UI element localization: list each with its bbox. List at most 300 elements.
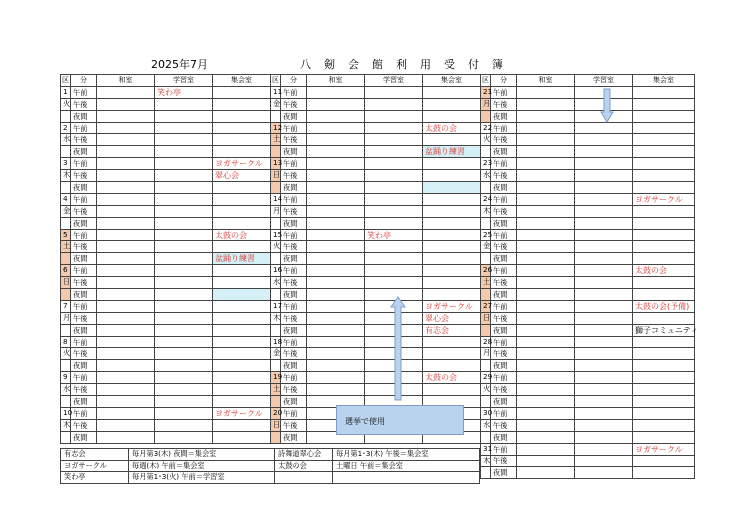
booking-cell[interactable] [633, 384, 695, 396]
booking-cell[interactable] [633, 205, 695, 217]
booking-cell[interactable] [517, 289, 575, 301]
booking-cell[interactable] [517, 193, 575, 205]
booking-cell[interactable] [423, 360, 481, 372]
booking-cell[interactable] [633, 229, 695, 241]
booking-cell[interactable]: 翠心会 [423, 312, 481, 324]
booking-cell[interactable] [633, 348, 695, 360]
time-slot: 夜間 [491, 217, 517, 229]
booking-cell[interactable]: 笑わ亭 [155, 86, 213, 98]
booking-cell[interactable] [155, 241, 213, 253]
booking-cell[interactable] [575, 229, 633, 241]
booking-cell[interactable] [213, 312, 271, 324]
booking-cell[interactable] [307, 277, 365, 289]
booking-cell[interactable] [423, 134, 481, 146]
booking-cell[interactable] [307, 241, 365, 253]
booking-cell[interactable] [517, 146, 575, 158]
slot-row [61, 300, 271, 312]
booking-cell[interactable] [633, 134, 695, 146]
slot-row [481, 384, 695, 396]
booking-cell[interactable] [155, 229, 213, 241]
time-slot: 午後 [281, 241, 307, 253]
booking-cell[interactable] [517, 98, 575, 110]
booking-cell[interactable] [575, 348, 633, 360]
booking-cell[interactable]: ヨガサークル [633, 443, 695, 455]
booking-cell[interactable] [155, 146, 213, 158]
booking-cell[interactable] [97, 348, 155, 360]
booking-cell[interactable]: 太鼓の会 [423, 122, 481, 134]
booking-cell[interactable] [633, 312, 695, 324]
booking-cell[interactable] [213, 134, 271, 146]
booking-cell[interactable] [307, 324, 365, 336]
booking-cell[interactable] [213, 360, 271, 372]
slot-row [481, 431, 695, 443]
booking-cell[interactable] [365, 170, 423, 182]
booking-cell[interactable] [517, 455, 575, 467]
booking-cell[interactable] [213, 396, 271, 408]
booking-cell[interactable] [633, 170, 695, 182]
booking-cell[interactable] [423, 98, 481, 110]
time-slot: 夜間 [491, 182, 517, 194]
time-slot: 午前 [491, 86, 517, 98]
booking-cell[interactable] [307, 360, 365, 372]
booking-cell[interactable] [517, 170, 575, 182]
booking-cell[interactable] [155, 193, 213, 205]
booking-cell[interactable] [575, 193, 633, 205]
booking-cell[interactable]: 笑わ亭 [365, 229, 423, 241]
booking-cell[interactable] [213, 277, 271, 289]
booking-cell[interactable] [97, 122, 155, 134]
booking-cell[interactable] [517, 241, 575, 253]
booking-cell[interactable] [365, 205, 423, 217]
booking-cell[interactable]: 太鼓の会 [633, 265, 695, 277]
booking-cell[interactable] [213, 146, 271, 158]
booking-cell[interactable] [633, 289, 695, 301]
booking-cell[interactable] [575, 265, 633, 277]
booking-cell[interactable] [97, 146, 155, 158]
booking-cell[interactable] [307, 217, 365, 229]
booking-cell[interactable] [517, 407, 575, 419]
booking-cell[interactable] [213, 324, 271, 336]
day-cell [271, 289, 281, 301]
booking-cell[interactable] [307, 110, 365, 122]
booking-cell[interactable] [307, 98, 365, 110]
booking-cell[interactable] [517, 396, 575, 408]
booking-cell[interactable] [423, 86, 481, 98]
booking-cell[interactable] [97, 110, 155, 122]
booking-cell[interactable] [575, 241, 633, 253]
booking-cell[interactable] [97, 431, 155, 443]
booking-cell[interactable] [97, 170, 155, 182]
booking-cell[interactable] [423, 170, 481, 182]
booking-cell[interactable] [97, 384, 155, 396]
booking-cell[interactable] [155, 253, 213, 265]
booking-cell[interactable] [517, 86, 575, 98]
booking-cell[interactable]: 翠心会 [213, 170, 271, 182]
booking-cell[interactable] [633, 253, 695, 265]
booking-cell[interactable] [155, 170, 213, 182]
day-cell [481, 253, 491, 265]
booking-cell[interactable] [213, 110, 271, 122]
booking-cell[interactable] [633, 467, 695, 479]
booking-cell[interactable] [575, 312, 633, 324]
booking-cell[interactable] [97, 253, 155, 265]
booking-cell[interactable] [633, 431, 695, 443]
booking-cell[interactable] [213, 122, 271, 134]
booking-cell[interactable] [307, 253, 365, 265]
booking-cell[interactable] [213, 241, 271, 253]
slot-row [271, 289, 481, 301]
booking-cell[interactable] [575, 217, 633, 229]
booking-cell[interactable] [365, 146, 423, 158]
booking-cell[interactable] [155, 265, 213, 277]
slot-row [61, 407, 271, 419]
booking-cell[interactable] [307, 193, 365, 205]
booking-cell[interactable] [575, 170, 633, 182]
booking-cell[interactable] [155, 336, 213, 348]
booking-cell[interactable] [155, 122, 213, 134]
booking-cell[interactable] [575, 324, 633, 336]
day-cell [481, 396, 491, 408]
booking-cell[interactable] [97, 229, 155, 241]
slot-row [271, 300, 481, 312]
booking-cell[interactable] [575, 182, 633, 194]
booking-cell[interactable] [575, 134, 633, 146]
booking-cell[interactable] [213, 182, 271, 194]
booking-cell[interactable] [97, 182, 155, 194]
booking-cell[interactable] [97, 324, 155, 336]
time-slot: 午後 [281, 277, 307, 289]
booking-cell[interactable] [97, 419, 155, 431]
slot-row [271, 182, 481, 194]
booking-cell[interactable] [423, 384, 481, 396]
booking-cell[interactable] [365, 253, 423, 265]
booking-cell[interactable] [155, 277, 213, 289]
booking-cell[interactable] [633, 372, 695, 384]
slot-row [481, 170, 695, 182]
booking-cell[interactable] [575, 158, 633, 170]
slot-row [271, 110, 481, 122]
booking-cell[interactable] [365, 217, 423, 229]
booking-cell[interactable] [423, 182, 481, 194]
time-slot: 午前 [491, 372, 517, 384]
day-cell [61, 360, 71, 372]
booking-cell[interactable] [307, 372, 365, 384]
time-slot: 午後 [491, 205, 517, 217]
booking-cell[interactable]: ヨガサークル [213, 158, 271, 170]
booking-cell[interactable] [575, 467, 633, 479]
booking-cell[interactable] [517, 122, 575, 134]
time-slot: 午前 [281, 265, 307, 277]
booking-cell[interactable] [575, 253, 633, 265]
booking-cell[interactable] [97, 86, 155, 98]
time-slot: 午前 [491, 158, 517, 170]
booking-cell[interactable] [213, 384, 271, 396]
booking-cell[interactable] [365, 277, 423, 289]
booking-cell[interactable] [155, 110, 213, 122]
booking-cell[interactable] [155, 360, 213, 372]
booking-cell[interactable]: ヨガサークル [633, 193, 695, 205]
booking-cell[interactable] [365, 134, 423, 146]
booking-cell[interactable] [633, 146, 695, 158]
booking-cell[interactable] [213, 419, 271, 431]
slot-row [271, 348, 481, 360]
booking-cell[interactable] [97, 396, 155, 408]
booking-cell[interactable] [213, 300, 271, 312]
booking-cell[interactable] [97, 372, 155, 384]
booking-cell[interactable] [423, 265, 481, 277]
booking-cell[interactable] [633, 241, 695, 253]
day-number: 5 [61, 229, 71, 241]
booking-cell[interactable] [517, 134, 575, 146]
weekday: 月 [481, 98, 491, 110]
booking-cell[interactable] [97, 193, 155, 205]
booking-cell[interactable] [307, 300, 365, 312]
booking-cell[interactable] [155, 396, 213, 408]
booking-cell[interactable] [307, 205, 365, 217]
booking-cell[interactable] [213, 289, 271, 301]
booking-cell[interactable] [155, 205, 213, 217]
day-number: 8 [61, 336, 71, 348]
day-number: 10 [61, 407, 71, 419]
booking-cell[interactable] [97, 158, 155, 170]
legend-group: ヨガサークル [61, 460, 129, 472]
booking-cell[interactable] [155, 312, 213, 324]
booking-cell[interactable] [575, 455, 633, 467]
booking-cell[interactable] [97, 360, 155, 372]
booking-cell[interactable] [365, 110, 423, 122]
booking-cell[interactable] [575, 336, 633, 348]
booking-cell[interactable] [633, 110, 695, 122]
booking-cell[interactable] [155, 372, 213, 384]
booking-cell[interactable] [517, 229, 575, 241]
slot-row [481, 122, 695, 134]
booking-cell[interactable] [307, 146, 365, 158]
booking-cell[interactable] [213, 193, 271, 205]
booking-cell[interactable] [423, 289, 481, 301]
booking-cell[interactable] [307, 229, 365, 241]
booking-cell[interactable] [633, 217, 695, 229]
booking-cell[interactable] [213, 217, 271, 229]
booking-cell[interactable] [155, 182, 213, 194]
booking-table-days-1-10 [60, 74, 271, 444]
booking-cell[interactable] [633, 182, 695, 194]
booking-cell[interactable] [307, 265, 365, 277]
booking-cell[interactable] [517, 360, 575, 372]
booking-cell[interactable]: ヨガサークル [423, 300, 481, 312]
booking-cell[interactable] [307, 158, 365, 170]
slot-row [481, 312, 695, 324]
booking-cell[interactable] [575, 277, 633, 289]
booking-cell[interactable] [213, 265, 271, 277]
booking-cell[interactable]: 盆踊り練習 [213, 253, 271, 265]
slot-row [61, 419, 271, 431]
booking-cell[interactable] [423, 158, 481, 170]
booking-cell[interactable] [517, 384, 575, 396]
booking-cell[interactable] [155, 289, 213, 301]
booking-cell[interactable] [365, 158, 423, 170]
booking-cell[interactable] [97, 205, 155, 217]
booking-cell[interactable] [633, 336, 695, 348]
booking-cell[interactable] [575, 396, 633, 408]
booking-cell[interactable] [423, 193, 481, 205]
booking-cell[interactable] [365, 241, 423, 253]
booking-cell[interactable] [155, 98, 213, 110]
slot-row [271, 253, 481, 265]
booking-cell[interactable] [517, 265, 575, 277]
booking-cell[interactable] [97, 289, 155, 301]
booking-cell[interactable] [155, 158, 213, 170]
booking-cell[interactable] [155, 384, 213, 396]
booking-cell[interactable] [155, 300, 213, 312]
booking-cell[interactable] [307, 348, 365, 360]
booking-cell[interactable] [97, 241, 155, 253]
booking-cell[interactable] [633, 455, 695, 467]
booking-cell[interactable] [633, 419, 695, 431]
booking-cell[interactable] [365, 98, 423, 110]
booking-cell[interactable] [423, 253, 481, 265]
booking-cell[interactable] [517, 277, 575, 289]
booking-cell[interactable] [575, 360, 633, 372]
booking-cell[interactable] [517, 205, 575, 217]
booking-cell[interactable] [213, 372, 271, 384]
booking-cell[interactable] [517, 467, 575, 479]
booking-cell[interactable] [633, 396, 695, 408]
booking-cell[interactable] [423, 229, 481, 241]
booking-cell[interactable] [423, 241, 481, 253]
booking-cell[interactable] [517, 336, 575, 348]
booking-cell[interactable] [423, 277, 481, 289]
booking-cell[interactable] [575, 419, 633, 431]
booking-cell[interactable] [423, 336, 481, 348]
booking-cell[interactable] [575, 443, 633, 455]
booking-cell[interactable] [307, 170, 365, 182]
booking-cell[interactable] [97, 265, 155, 277]
booking-cell[interactable] [213, 348, 271, 360]
booking-cell[interactable] [575, 431, 633, 443]
booking-cell[interactable] [423, 110, 481, 122]
time-slot: 午後 [281, 134, 307, 146]
booking-cell[interactable]: 太鼓の会 [423, 372, 481, 384]
booking-cell[interactable] [517, 372, 575, 384]
booking-cell[interactable] [575, 205, 633, 217]
booking-cell[interactable] [213, 336, 271, 348]
booking-cell[interactable] [155, 419, 213, 431]
booking-cell[interactable]: 太鼓の会(予備) [633, 300, 695, 312]
booking-cell[interactable] [575, 300, 633, 312]
booking-cell[interactable] [517, 431, 575, 443]
booking-cell[interactable] [633, 158, 695, 170]
booking-cell[interactable] [155, 217, 213, 229]
booking-cell[interactable] [97, 277, 155, 289]
time-slot: 午前 [491, 193, 517, 205]
slot-row [61, 193, 271, 205]
booking-cell[interactable] [517, 158, 575, 170]
booking-cell[interactable] [365, 265, 423, 277]
booking-cell[interactable] [575, 372, 633, 384]
booking-cell[interactable]: 太鼓の会 [213, 229, 271, 241]
booking-cell[interactable]: 盆踊り練習 [423, 146, 481, 158]
booking-cell[interactable] [575, 384, 633, 396]
booking-cell[interactable] [517, 182, 575, 194]
booking-cell[interactable] [423, 205, 481, 217]
booking-cell[interactable] [365, 122, 423, 134]
booking-cell[interactable] [517, 217, 575, 229]
booking-cell[interactable] [97, 98, 155, 110]
booking-cell[interactable] [307, 182, 365, 194]
booking-cell[interactable] [307, 336, 365, 348]
booking-cell[interactable] [213, 98, 271, 110]
election-period-arrow [390, 296, 406, 402]
booking-cell[interactable] [365, 182, 423, 194]
booking-cell[interactable] [97, 300, 155, 312]
booking-cell[interactable] [155, 134, 213, 146]
booking-cell[interactable] [307, 122, 365, 134]
booking-cell[interactable] [213, 86, 271, 98]
booking-cell[interactable] [633, 360, 695, 372]
booking-cell[interactable] [155, 431, 213, 443]
booking-cell[interactable] [633, 86, 695, 98]
booking-cell[interactable] [517, 348, 575, 360]
booking-cell[interactable] [307, 289, 365, 301]
booking-cell[interactable] [517, 419, 575, 431]
booking-cell[interactable]: ヨガサークル [213, 407, 271, 419]
booking-cell[interactable] [155, 324, 213, 336]
booking-cell[interactable] [365, 86, 423, 98]
booking-cell[interactable] [517, 110, 575, 122]
booking-cell[interactable] [517, 300, 575, 312]
booking-cell[interactable] [423, 348, 481, 360]
booking-cell[interactable] [423, 217, 481, 229]
booking-cell[interactable] [97, 312, 155, 324]
slot-row [61, 348, 271, 360]
booking-cell[interactable] [307, 134, 365, 146]
booking-cell[interactable] [307, 86, 365, 98]
time-slot: 午後 [491, 384, 517, 396]
slot-row [61, 360, 271, 372]
booking-cell[interactable] [97, 217, 155, 229]
booking-cell[interactable] [575, 407, 633, 419]
booking-cell[interactable] [517, 253, 575, 265]
booking-cell[interactable] [633, 122, 695, 134]
booking-cell[interactable] [633, 407, 695, 419]
booking-cell[interactable] [213, 431, 271, 443]
weekday: 水 [61, 384, 71, 396]
booking-cell[interactable] [155, 348, 213, 360]
booking-cell[interactable] [213, 205, 271, 217]
booking-cell[interactable] [97, 407, 155, 419]
slot-row [271, 265, 481, 277]
booking-cell[interactable]: 有志会 [423, 324, 481, 336]
booking-cell[interactable] [633, 277, 695, 289]
day-number: 26 [481, 265, 491, 277]
booking-cell[interactable] [517, 312, 575, 324]
booking-cell[interactable] [365, 193, 423, 205]
booking-cell[interactable] [575, 289, 633, 301]
time-slot: 夜間 [71, 110, 97, 122]
booking-cell[interactable] [97, 336, 155, 348]
booking-cell[interactable] [155, 407, 213, 419]
booking-cell[interactable] [575, 146, 633, 158]
time-slot: 夜間 [491, 324, 517, 336]
booking-cell[interactable] [517, 324, 575, 336]
booking-cell[interactable] [307, 384, 365, 396]
booking-cell[interactable] [307, 312, 365, 324]
booking-cell[interactable] [97, 134, 155, 146]
booking-cell[interactable]: 獅子コミュニティ [633, 324, 695, 336]
booking-cell[interactable] [517, 443, 575, 455]
time-slot: 午前 [281, 336, 307, 348]
booking-cell[interactable] [633, 98, 695, 110]
